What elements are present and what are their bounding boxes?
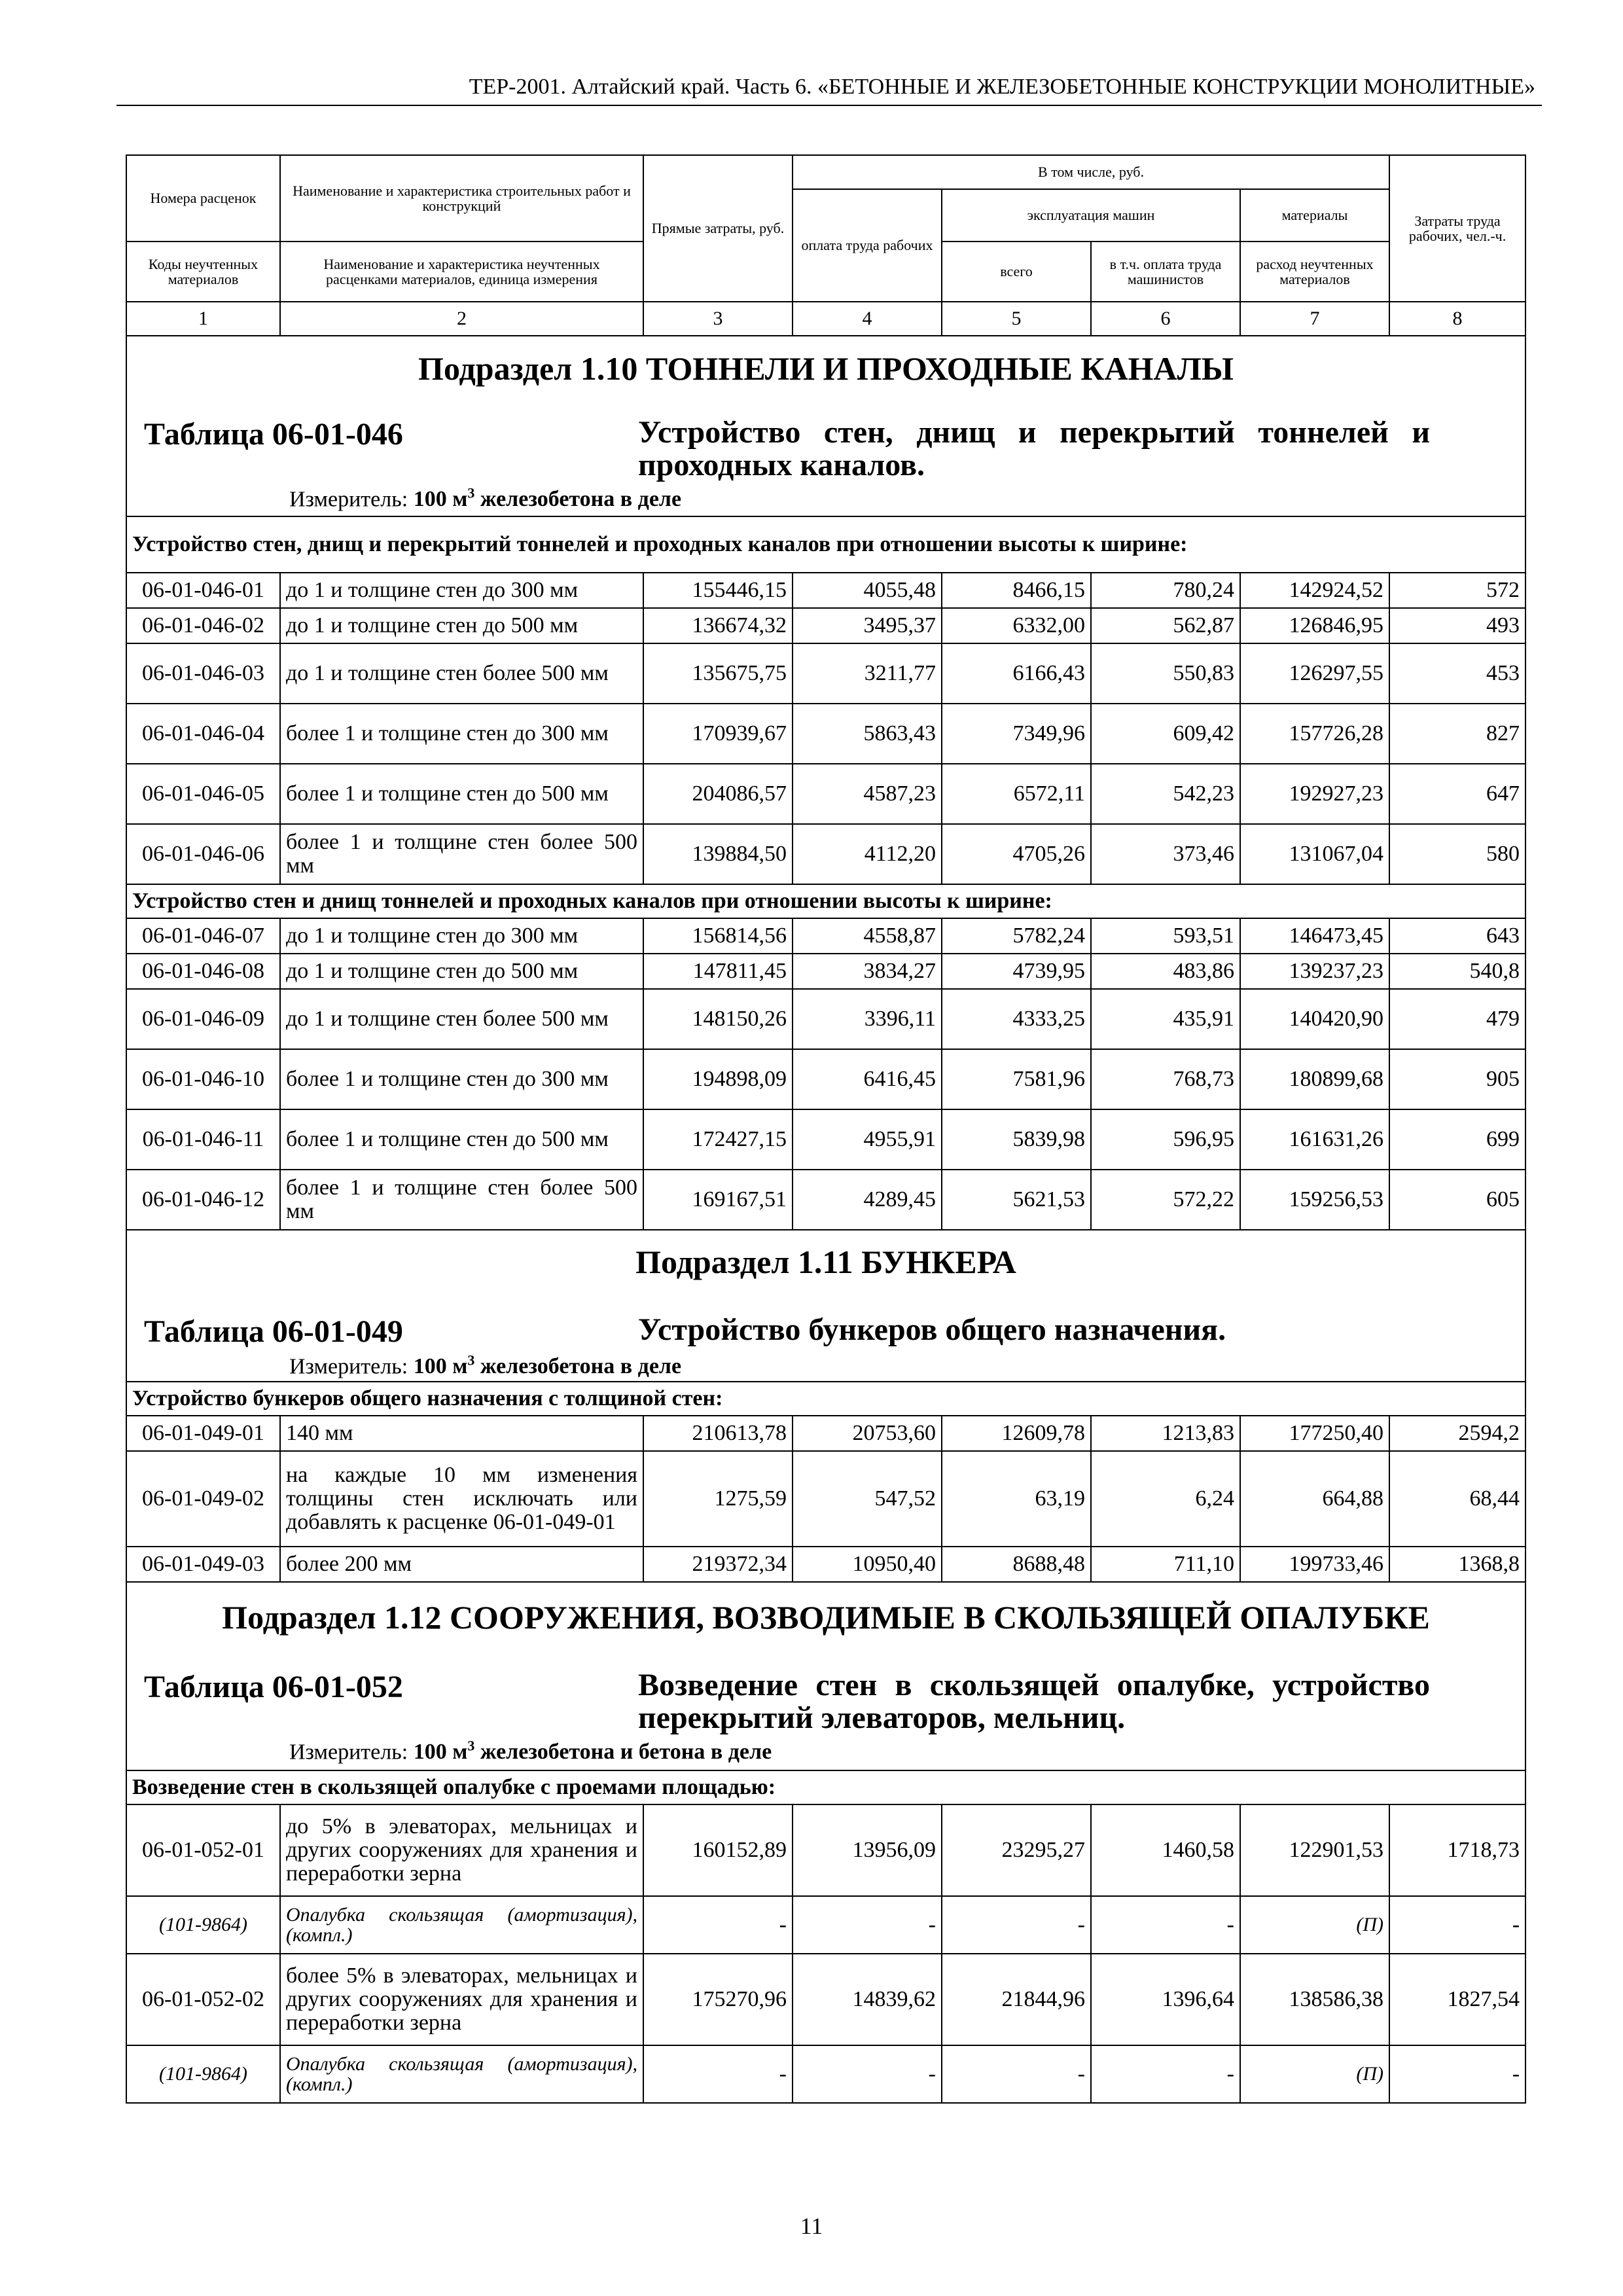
hdr-col1-top: Номера расценок	[126, 155, 280, 242]
group-heading: Устройство бункеров общего назначения с толщиной стен:	[126, 1382, 1525, 1416]
group-heading: Устройство стен и днищ тоннелей и проходных каналов при отношении высоты к ширине:	[126, 884, 1525, 918]
col-number: 4	[793, 302, 942, 336]
col-number: 5	[942, 302, 1091, 336]
table-row: 06-01-046-04 более 1 и толщине стен до 300 мм 170939,67 5863,43 7349,96 609,42 157726,28 827	[126, 704, 1525, 764]
table-row: 06-01-046-08 до 1 и толщине стен до 500 мм 147811,45 3834,27 4739,95 483,86 139237,23 540,8	[126, 954, 1525, 989]
table-row: 06-01-046-06 более 1 и толщине стен более 500 мм 139884,50 4112,20 4705,26 373,46 131067,04 580	[126, 824, 1525, 884]
hdr-machines: эксплуатация машин	[942, 189, 1240, 242]
table-number: Таблица 06-01-046	[144, 416, 403, 452]
hdr-including: В том числе, руб.	[793, 155, 1389, 189]
table-number: Таблица 06-01-052	[144, 1669, 403, 1704]
col-number: 2	[280, 302, 643, 336]
material-row: (101-9864) Опалубка скользящая (амортизация), (компл.) - - - - (П) -	[126, 1896, 1525, 1954]
section-heading	[126, 336, 1525, 516]
measure-unit: Измеритель: 100 $м^3$ железобетона в деле	[289, 484, 682, 512]
hdr-materials: материалы	[1240, 189, 1389, 242]
hdr-col2-top: Наименование и характеристика строительных работ и конструкций	[280, 155, 643, 242]
hdr-col6: в т.ч. оплата труда машинистов	[1091, 242, 1240, 302]
hdr-col8: Затраты труда рабочих, чел.-ч.	[1389, 155, 1525, 302]
col-number: 3	[643, 302, 793, 336]
table-name: Возведение стен в скользящей опалубке, устройство перекрытий элеваторов, мельниц.	[638, 1667, 1430, 1736]
col-number: 7	[1240, 302, 1389, 336]
material-row: (101-9864) Опалубка скользящая (амортизация), (компл.) - - - - (П) -	[126, 2045, 1525, 2103]
table-row: 06-01-046-01 до 1 и толщине стен до 300 мм 155446,15 4055,48 8466,15 780,24 142924,52 572	[126, 573, 1525, 608]
hdr-col7: расход неучтенных материалов	[1240, 242, 1389, 302]
col-number: 8	[1389, 302, 1525, 336]
hdr-col5: всего	[942, 242, 1091, 302]
table-row: 06-01-052-02 более 5% в элеваторах, мельницах и других сооружениях для хранения и переработки зерна 175270,96 14839,62 21844,96 1396,64 138586,38 1827,54	[126, 1954, 1525, 2045]
table-row: 06-01-046-07 до 1 и толщине стен до 300 мм 156814,56 4558,87 5782,24 593,51 146473,45 643	[126, 918, 1525, 954]
table-row: 06-01-052-01 до 5% в элеваторах, мельницах и других сооружениях для хранения и переработки зерна 160152,89 13956,09 23295,27 1460,58 122901,53 1718,73	[126, 1804, 1525, 1896]
rates-table	[126, 154, 1526, 2104]
section-title: Подраздел 1.11 БУНКЕРА	[635, 1243, 1016, 1280]
hdr-col1-bottom: Коды неучтенных материалов	[126, 242, 280, 302]
section-title: Подраздел 1.12 СООРУЖЕНИЯ, ВОЗВОДИМЫЕ В СКОЛЬЗЯЩЕЙ ОПАЛУБКЕ	[222, 1598, 1430, 1636]
table-name: Устройство бункеров общего назначения.	[638, 1312, 1226, 1347]
table-row: 06-01-049-03 более 200 мм 219372,34 10950,40 8688,48 711,10 199733,46 1368,8	[126, 1547, 1525, 1582]
table-row: 06-01-046-09 до 1 и толщине стен более 500 мм 148150,26 3396,11 4333,25 435,91 140420,90 479	[126, 989, 1525, 1049]
table-row: 06-01-046-12 более 1 и толщине стен более 500 мм 169167,51 4289,45 5621,53 572,22 159256,53 605	[126, 1170, 1525, 1230]
table-row: 06-01-046-11 более 1 и толщине стен до 500 мм 172427,15 4955,91 5839,98 596,95 161631,26 699	[126, 1109, 1525, 1170]
table-row: 06-01-046-05 более 1 и толщине стен до 500 мм 204086,57 4587,23 6572,11 542,23 192927,23 647	[126, 764, 1525, 824]
measure-unit: Измеритель: 100 $м^3$ железобетона и бетона в деле	[289, 1737, 772, 1765]
table-row: 06-01-049-01 140 мм 210613,78 20753,60 12609,78 1213,83 177250,40 2594,2	[126, 1416, 1525, 1451]
section-title: Подраздел 1.10 ТОННЕЛИ И ПРОХОДНЫЕ КАНАЛЫ	[418, 350, 1234, 387]
col-number: 1	[126, 302, 280, 336]
table-row: 06-01-046-02 до 1 и толщине стен до 500 мм 136674,32 3495,37 6332,00 562,87 126846,95 493	[126, 608, 1525, 643]
group-heading: Устройство стен, днищ и перекрытий тоннелей и проходных каналов при отношении высоты к ширине:	[126, 516, 1525, 573]
table-row: 06-01-046-03 до 1 и толщине стен более 500 мм 135675,75 3211,77 6166,43 550,83 126297,55 453	[126, 643, 1525, 704]
section-heading	[126, 1582, 1525, 1770]
header-text: ТЕР-2001. Алтайский край. Часть 6. «БЕТОННЫЕ И ЖЕЛЕЗОБЕТОННЫЕ КОНСТРУКЦИИ МОНОЛИТНЫЕ»	[469, 75, 1535, 99]
hdr-col3: Прямые затраты, руб.	[643, 155, 793, 302]
table-row: 06-01-049-02 на каждые 10 мм изменения толщины стен исключать или добавлять к расценке 06-01-049-01 1275,59 547,52 63,19 6,24 664,88 68,44	[126, 1451, 1525, 1547]
table-number: Таблица 06-01-049	[144, 1314, 403, 1349]
hdr-col4: оплата труда рабочих	[793, 189, 942, 302]
table-name: Устройство стен, днищ и перекрытий тоннелей и проходных каналов.	[638, 414, 1430, 483]
table-row: 06-01-046-10 более 1 и толщине стен до 300 мм 194898,09 6416,45 7581,96 768,73 180899,68 905	[126, 1049, 1525, 1109]
page-number: 11	[800, 2213, 823, 2239]
col-number: 6	[1091, 302, 1240, 336]
hdr-col2-bottom: Наименование и характеристика неучтенных расценками материалов, единица измерения	[280, 242, 643, 302]
measure-unit: Измеритель: 100 $м^3$ железобетона в деле	[289, 1352, 682, 1379]
running-header	[116, 65, 1542, 106]
group-heading: Возведение стен в скользящей опалубке с проемами площадью:	[126, 1770, 1525, 1804]
section-heading	[126, 1230, 1525, 1382]
